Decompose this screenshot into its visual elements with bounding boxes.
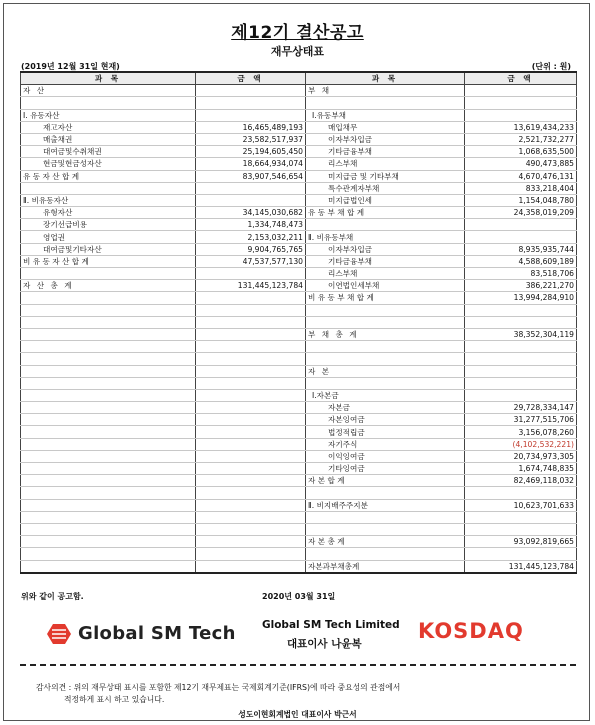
global-sm-tech-logo-icon [44, 621, 74, 647]
table-row [21, 341, 577, 353]
table-row [21, 133, 577, 145]
amount-left [196, 292, 306, 304]
amount-right: 29,728,334,147 [465, 402, 577, 414]
statement-subtitle: 재무상태표 [270, 45, 325, 58]
amount-left: 9,904,765,765 [196, 243, 306, 255]
table-row [21, 560, 577, 573]
table-row [21, 219, 577, 231]
amount-left [196, 377, 306, 389]
account-right: 자 본 총 계 [306, 536, 465, 548]
amount-left: 2,153,032,211 [196, 231, 306, 243]
notice-date: 2020년 03월 31일 [262, 592, 336, 601]
account-right: 자본과부채총계 [306, 560, 465, 573]
amount-left [196, 536, 306, 548]
account-left [21, 548, 196, 560]
account-left: 비 유 동 자 산 합 계 [21, 255, 196, 267]
account-right: 유 동 부 채 합 계 [306, 207, 465, 219]
amount-right [465, 548, 577, 560]
amount-right: (4,102,532,221) [465, 438, 577, 450]
amount-left [196, 426, 306, 438]
amount-left [196, 389, 306, 401]
account-left [21, 511, 196, 523]
account-right [306, 377, 465, 389]
table-row [21, 548, 577, 560]
amount-left [196, 560, 306, 573]
account-left [21, 328, 196, 340]
kosdaq-logo: KOSDAQ [418, 619, 524, 643]
amount-right [465, 219, 577, 231]
table-row [21, 353, 577, 365]
account-left: 장기선급비용 [21, 219, 196, 231]
amount-left [196, 450, 306, 462]
amount-right: 82,469,118,032 [465, 475, 577, 487]
account-left: 매출채권 [21, 133, 196, 145]
account-right: 자본금 [306, 402, 465, 414]
account-right [306, 219, 465, 231]
account-right: 부 채 [306, 85, 465, 97]
account-left [21, 97, 196, 109]
amount-right [465, 231, 577, 243]
table-row [21, 316, 577, 328]
table-row [21, 85, 577, 97]
amount-left [196, 182, 306, 194]
account-left [21, 438, 196, 450]
amount-left [196, 316, 306, 328]
company-name: Global SM Tech Limited [262, 619, 400, 631]
table-row [21, 450, 577, 462]
account-left [21, 182, 196, 194]
account-left: 유형자산 [21, 207, 196, 219]
balance-sheet-table [20, 71, 577, 574]
account-left: 현금및현금성자산 [21, 158, 196, 170]
amount-right: 38,352,304,119 [465, 328, 577, 340]
company-logo [44, 621, 244, 647]
account-left: Ⅱ. 비유동자산 [21, 194, 196, 206]
account-right: 미지급법인세 [306, 194, 465, 206]
table-row [21, 438, 577, 450]
auditor-signer: 성도이현회계법인 대표이사 박근서 [238, 710, 357, 719]
amount-right: 10,623,701,633 [465, 499, 577, 511]
account-left [21, 304, 196, 316]
amount-left [196, 463, 306, 475]
table-row [21, 402, 577, 414]
table-row [21, 463, 577, 475]
amount-left: 18,664,934,074 [196, 158, 306, 170]
account-right: 자 본 [306, 365, 465, 377]
table-row [21, 231, 577, 243]
amount-left [196, 475, 306, 487]
amount-left: 47,537,577,130 [196, 255, 306, 267]
amount-right [465, 353, 577, 365]
account-left [21, 353, 196, 365]
table-row [21, 121, 577, 133]
account-right: Ⅰ.자본금 [306, 389, 465, 401]
unit-label: (단위 : 원) [531, 62, 571, 71]
account-right [306, 316, 465, 328]
amount-left: 1,334,748,473 [196, 219, 306, 231]
account-left [21, 316, 196, 328]
table-row [21, 207, 577, 219]
account-left [21, 536, 196, 548]
table-row [21, 109, 577, 121]
account-right [306, 523, 465, 535]
amount-right: 131,445,123,784 [465, 560, 577, 573]
account-right: Ⅰ.유동부채 [306, 109, 465, 121]
account-right: 이자부차입금 [306, 243, 465, 255]
amount-right: 2,521,732,277 [465, 133, 577, 145]
account-right: 부 채 총 계 [306, 328, 465, 340]
account-left [21, 268, 196, 280]
account-right [306, 341, 465, 353]
amount-right: 4,588,609,189 [465, 255, 577, 267]
account-right: 리스부채 [306, 158, 465, 170]
amount-right: 24,358,019,209 [465, 207, 577, 219]
table-row [21, 328, 577, 340]
account-left [21, 426, 196, 438]
amount-left: 16,465,489,193 [196, 121, 306, 133]
table-row [21, 365, 577, 377]
account-right: 이자부차입금 [306, 133, 465, 145]
amount-left [196, 414, 306, 426]
amount-right [465, 109, 577, 121]
audit-opinion-line1: 감사의견 : 위의 재무상태 표시를 포함한 제12기 재무제표는 국제회계기준(IFRS)에 따라 중요성의 관점에서 [36, 683, 401, 692]
account-left [21, 463, 196, 475]
amount-right [465, 341, 577, 353]
as-of-date: (2019년 12월 31일 현재) [21, 62, 120, 71]
account-left: 유 동 자 산 합 계 [21, 170, 196, 182]
amount-left [196, 511, 306, 523]
account-left [21, 450, 196, 462]
table-row [21, 304, 577, 316]
amount-right: 13,994,284,910 [465, 292, 577, 304]
account-right: 특수관계자부채 [306, 182, 465, 194]
amount-left [196, 109, 306, 121]
account-right: 미지급금 및 기타부채 [306, 170, 465, 182]
account-right: 법정적립금 [306, 426, 465, 438]
account-right [306, 548, 465, 560]
amount-left [196, 194, 306, 206]
account-right: 비 유 동 부 채 합 계 [306, 292, 465, 304]
account-right [306, 304, 465, 316]
table-row [21, 182, 577, 194]
account-left: 영업권 [21, 231, 196, 243]
amount-right: 833,218,404 [465, 182, 577, 194]
amount-left [196, 438, 306, 450]
amount-right [465, 523, 577, 535]
account-left [21, 475, 196, 487]
amount-right [465, 316, 577, 328]
account-right: 자 본 합 계 [306, 475, 465, 487]
account-left: 대여금및기타자산 [21, 243, 196, 255]
amount-right: 1,154,048,780 [465, 194, 577, 206]
table-row [21, 170, 577, 182]
amount-right: 20,734,973,305 [465, 450, 577, 462]
amount-left: 83,907,546,654 [196, 170, 306, 182]
amount-left [196, 341, 306, 353]
account-left: Ⅰ. 유동자산 [21, 109, 196, 121]
amount-right: 490,473,885 [465, 158, 577, 170]
account-left [21, 487, 196, 499]
amount-right: 1,674,748,835 [465, 463, 577, 475]
table-row [21, 194, 577, 206]
table-row [21, 255, 577, 267]
account-right [306, 353, 465, 365]
amount-left [196, 353, 306, 365]
account-right: 자기주식 [306, 438, 465, 450]
table-row [21, 426, 577, 438]
account-left [21, 414, 196, 426]
account-right: 이익잉여금 [306, 450, 465, 462]
table-row [21, 536, 577, 548]
audit-opinion-line2: 적정하게 표시 하고 있습니다. [64, 695, 165, 704]
account-right [306, 487, 465, 499]
amount-left: 23,582,517,937 [196, 133, 306, 145]
table-header-row [21, 72, 577, 85]
table-row [21, 268, 577, 280]
amount-left [196, 402, 306, 414]
notice-text: 위와 같이 공고함. [21, 592, 84, 601]
account-right [306, 511, 465, 523]
ceo-name: 대표이사 나윤복 [287, 638, 362, 650]
amount-right [465, 97, 577, 109]
account-right: 리스부채 [306, 268, 465, 280]
dashed-divider [20, 664, 576, 666]
account-right [306, 97, 465, 109]
table-row [21, 499, 577, 511]
account-left [21, 389, 196, 401]
amount-right: 13,619,434,233 [465, 121, 577, 133]
amount-left [196, 499, 306, 511]
account-right: Ⅱ. 비지배주주지분 [306, 499, 465, 511]
account-right: 매입채무 [306, 121, 465, 133]
account-right: 자본잉여금 [306, 414, 465, 426]
account-right: 이연법인세부채 [306, 280, 465, 292]
table-row [21, 523, 577, 535]
amount-left [196, 97, 306, 109]
logo-wordmark: Global SM Tech [78, 623, 236, 644]
account-left [21, 341, 196, 353]
amount-right [465, 487, 577, 499]
page-title: 제12기 결산공고 [231, 23, 364, 43]
amount-right: 1,068,635,500 [465, 146, 577, 158]
amount-left [196, 365, 306, 377]
table-row [21, 97, 577, 109]
table-row [21, 280, 577, 292]
amount-right: 3,156,078,260 [465, 426, 577, 438]
amount-left [196, 548, 306, 560]
account-right: 기타잉여금 [306, 463, 465, 475]
account-right: 기타금융부채 [306, 255, 465, 267]
amount-right [465, 389, 577, 401]
account-left [21, 292, 196, 304]
account-right: Ⅱ. 비유동부채 [306, 231, 465, 243]
account-left [21, 560, 196, 573]
amount-right [465, 365, 577, 377]
account-left [21, 365, 196, 377]
header-account-right: 과 목 [306, 72, 465, 85]
header-amount-right: 금 액 [465, 72, 577, 85]
table-row [21, 389, 577, 401]
amount-right [465, 377, 577, 389]
table-row [21, 292, 577, 304]
amount-right [465, 85, 577, 97]
table-row [21, 414, 577, 426]
amount-left [196, 85, 306, 97]
amount-left [196, 523, 306, 535]
account-left [21, 499, 196, 511]
account-left [21, 523, 196, 535]
account-left: 재고자산 [21, 121, 196, 133]
amount-left: 131,445,123,784 [196, 280, 306, 292]
table-row [21, 243, 577, 255]
amount-left [196, 487, 306, 499]
amount-right: 386,221,270 [465, 280, 577, 292]
amount-right: 8,935,935,744 [465, 243, 577, 255]
amount-right: 83,518,706 [465, 268, 577, 280]
account-left: 자 산 [21, 85, 196, 97]
header-amount-left: 금 액 [196, 72, 306, 85]
table-row [21, 377, 577, 389]
amount-right [465, 511, 577, 523]
header-account-left: 과 목 [21, 72, 196, 85]
account-right: 기타금융부채 [306, 146, 465, 158]
table-row [21, 158, 577, 170]
table-row [21, 475, 577, 487]
amount-left [196, 328, 306, 340]
table-row [21, 146, 577, 158]
table-row [21, 487, 577, 499]
amount-left [196, 268, 306, 280]
amount-right: 31,277,515,706 [465, 414, 577, 426]
amount-right [465, 304, 577, 316]
account-left: 대여금및수취채권 [21, 146, 196, 158]
table-row [21, 511, 577, 523]
amount-left [196, 304, 306, 316]
account-left: 자 산 총 계 [21, 280, 196, 292]
amount-right: 4,670,476,131 [465, 170, 577, 182]
account-left [21, 377, 196, 389]
account-left [21, 402, 196, 414]
amount-right: 93,092,819,665 [465, 536, 577, 548]
amount-left: 34,145,030,682 [196, 207, 306, 219]
amount-left: 25,194,605,450 [196, 146, 306, 158]
